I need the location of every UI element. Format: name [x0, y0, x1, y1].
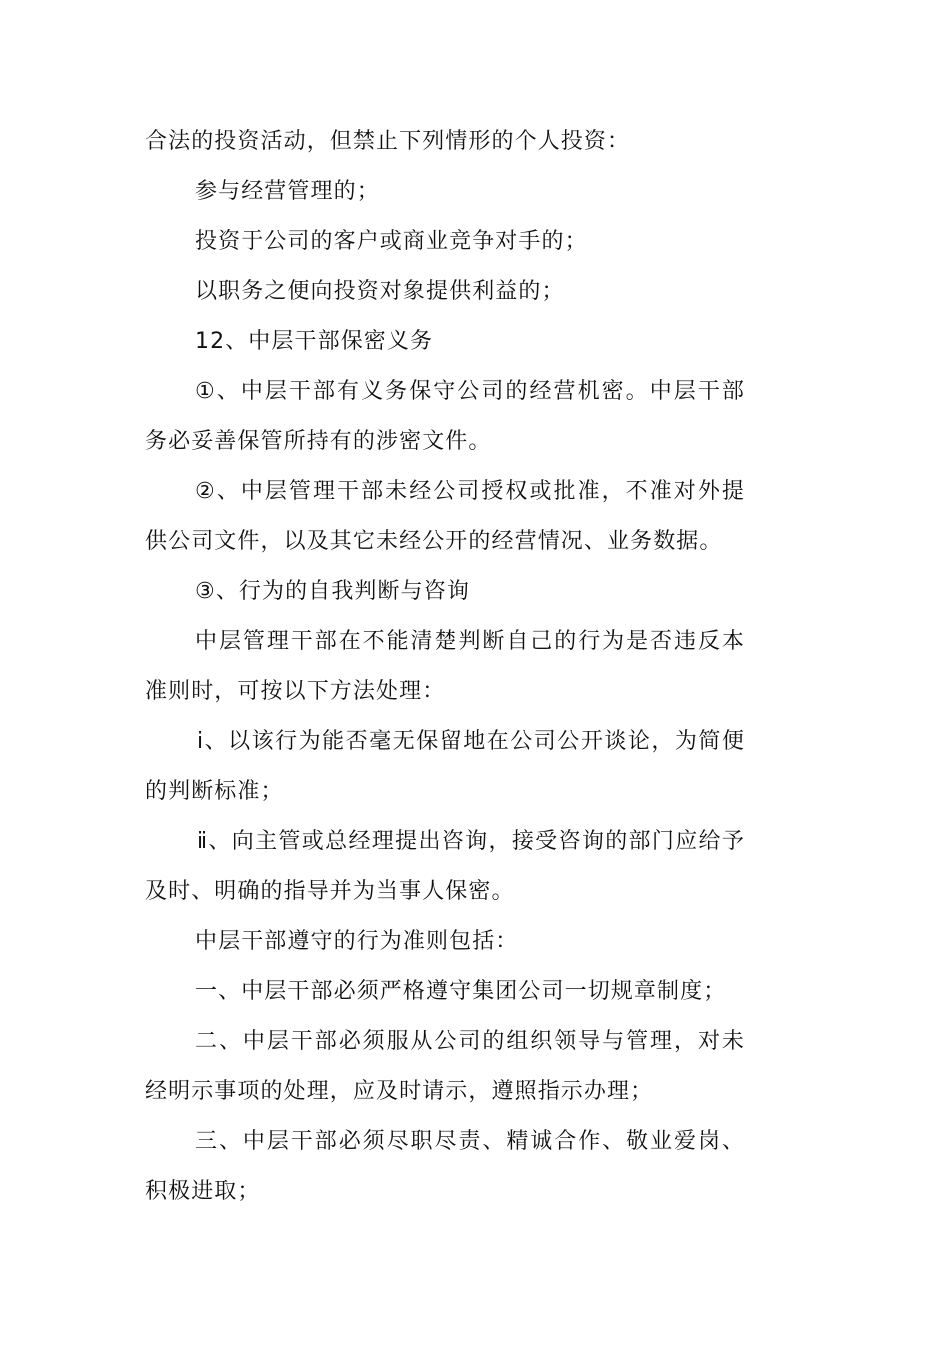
paragraph-rule-2: 二、中层干部必须服从公司的组织领导与管理，对未经明示事项的处理，应及时请示，遵照指示办理； [145, 1029, 745, 1104]
paragraph-rule-1: 一、中层干部必须严格遵守集团公司一切规章制度； [195, 979, 727, 1004]
section-heading-confidentiality: 12、中层干部保密义务 [195, 329, 434, 354]
paragraph-management-participation: 参与经营管理的； [195, 179, 380, 204]
paragraph-method-ii: ⅱ、向主管或总经理提出咨询，接受咨询的部门应给予及时、明确的指导并为当事人保密。 [145, 829, 745, 904]
paragraph-benefit-provision: 以职务之便向投资对象提供利益的； [195, 279, 565, 304]
paragraph-confidentiality-2: ②、中层管理干部未经公司授权或批准，不准对外提供公司文件，以及其它未经公开的经营情况、业务数据。 [145, 479, 745, 554]
paragraph-method-i: ⅰ、以该行为能否毫无保留地在公司公开谈论，为简便的判断标准； [145, 729, 745, 804]
paragraph-investment-intro: 合法的投资活动，但禁止下列情形的个人投资： [145, 129, 631, 154]
document-body [145, 117, 745, 1217]
paragraph-confidentiality-1: ①、中层干部有义务保守公司的经营机密。中层干部务必妥善保管所持有的涉密文件。 [145, 379, 745, 454]
paragraph-competitor-investment: 投资于公司的客户或商业竞争对手的； [195, 229, 588, 254]
paragraph-rule-3: 三、中层干部必须尽职尽责、精诚合作、敬业爱岗、积极进取； [145, 1129, 745, 1204]
paragraph-self-judgment-intro: 中层管理干部在不能清楚判断自己的行为是否违反本准则时，可按以下方法处理： [145, 629, 745, 704]
paragraph-self-judgment-heading: ③、行为的自我判断与咨询 [195, 579, 470, 604]
paragraph-code-intro: 中层干部遵守的行为准则包括： [195, 929, 519, 954]
